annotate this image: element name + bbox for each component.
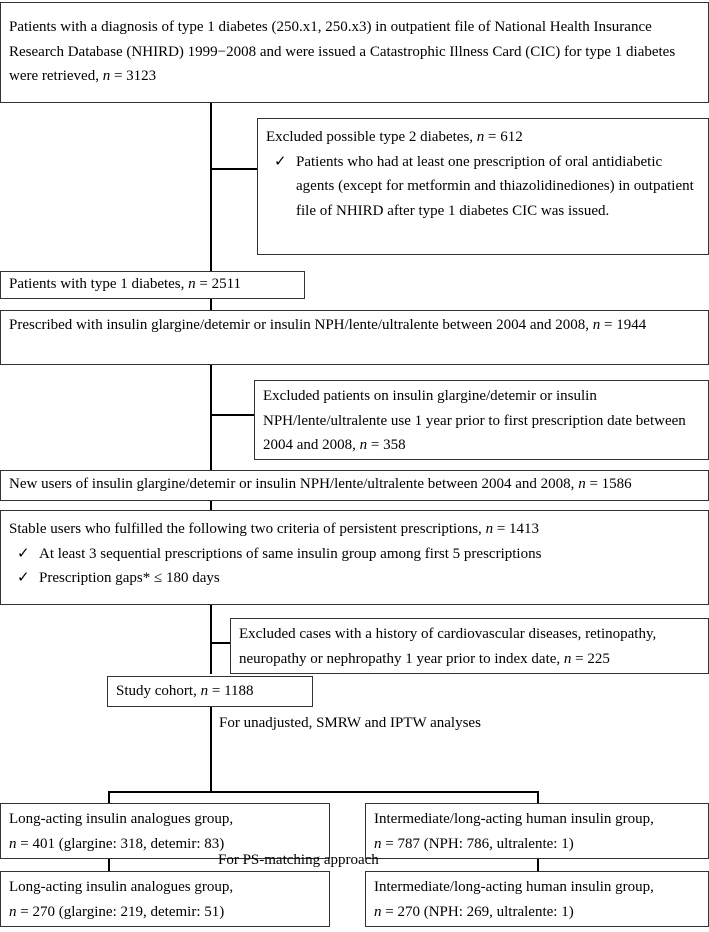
box-patients-retrieved: Patients with a diagnosis of type 1 diabetes (250.x1, 250.x3) in outpatient file of National Health Insurance Research Database (NHIRD) 1999−2008 and were issued a Catastrophic Illness Card (CIC) for type 1 diabetes were retrieved, n = 3123 <box>0 2 709 103</box>
box-stable-users: Stable users who fulfilled the following two criteria of persistent prescriptions, n = 1413 ✓ At least 3 sequential prescriptions of same insulin group among first 5 prescriptions ✓ Prescription gaps* ≤ 180 days <box>0 510 709 605</box>
connector-cohort-down <box>210 707 212 793</box>
connector-split-1-left <box>108 791 110 803</box>
box-study-cohort: Study cohort, n = 1188 <box>107 676 313 707</box>
connector-split-1 <box>108 791 539 793</box>
box-analogues-group-2: Long-acting insulin analogues group, n = 270 (glargine: 219, detemir: 51) <box>0 871 330 927</box>
box-prescribed-insulin: Prescribed with insulin glargine/detemir or insulin NPH/lente/ultralente between 2004 and 2008, n = 1944 <box>0 310 709 365</box>
connector-trunk-2 <box>210 365 212 470</box>
connector-trunk-1 <box>210 103 212 271</box>
connector-human-down <box>537 859 539 871</box>
connector-new-to-stable <box>210 500 212 510</box>
checkmark-icon: ✓ <box>17 545 30 562</box>
box-analogues-group-1: Long-acting insulin analogues group, n = 401 (glargine: 318, detemir: 83) <box>0 803 330 859</box>
label-unadjusted-analyses: For unadjusted, SMRW and IPTW analyses <box>219 715 481 731</box>
box-excluded-prior-use: Excluded patients on insulin glargine/detemir or insulin NPH/lente/ultralente use 1 year prior to first prescription date between 2004 and 2008, n = 358 <box>254 380 709 460</box>
connector-split-1-right <box>537 791 539 803</box>
label-ps-matching: For PS-matching approach <box>218 852 379 868</box>
box-human-insulin-group-2: Intermediate/long-acting human insulin group, n = 270 (NPH: 269, ultralente: 1) <box>365 871 709 927</box>
connector-branch-excluded-prior <box>210 414 254 416</box>
connector-branch-excluded-t2d <box>210 168 257 170</box>
checkmark-icon: ✓ <box>274 153 287 170</box>
checkmark-icon: ✓ <box>17 570 30 586</box>
connector-branch-excluded-history <box>210 642 230 644</box>
box-new-users: New users of insulin glargine/detemir or insulin NPH/lente/ultralente between 2004 and 2008, n = 1586 <box>0 470 709 501</box>
box-excluded-type2: Excluded possible type 2 diabetes, n = 612 ✓ Patients who had at least one prescription of oral antidiabetic agents (except for metformin and thiazolidinediones) in outpatient file of NHIRD after type 1 diabetes CIC was issued. <box>257 118 709 255</box>
box-excluded-history: Excluded cases with a history of cardiovascular diseases, retinopathy, neuropathy or nephropathy 1 year prior to index date, n = 225 <box>230 618 709 674</box>
connector-type1-to-prescribed <box>210 298 212 310</box>
connector-analogues-down <box>108 859 110 871</box>
box-human-insulin-group-1: Intermediate/long-acting human insulin group, n = 787 (NPH: 786, ultralente: 1) <box>365 803 709 859</box>
connector-trunk-3 <box>210 604 212 674</box>
box-type1-diabetes: Patients with type 1 diabetes, n = 2511 <box>0 271 305 299</box>
